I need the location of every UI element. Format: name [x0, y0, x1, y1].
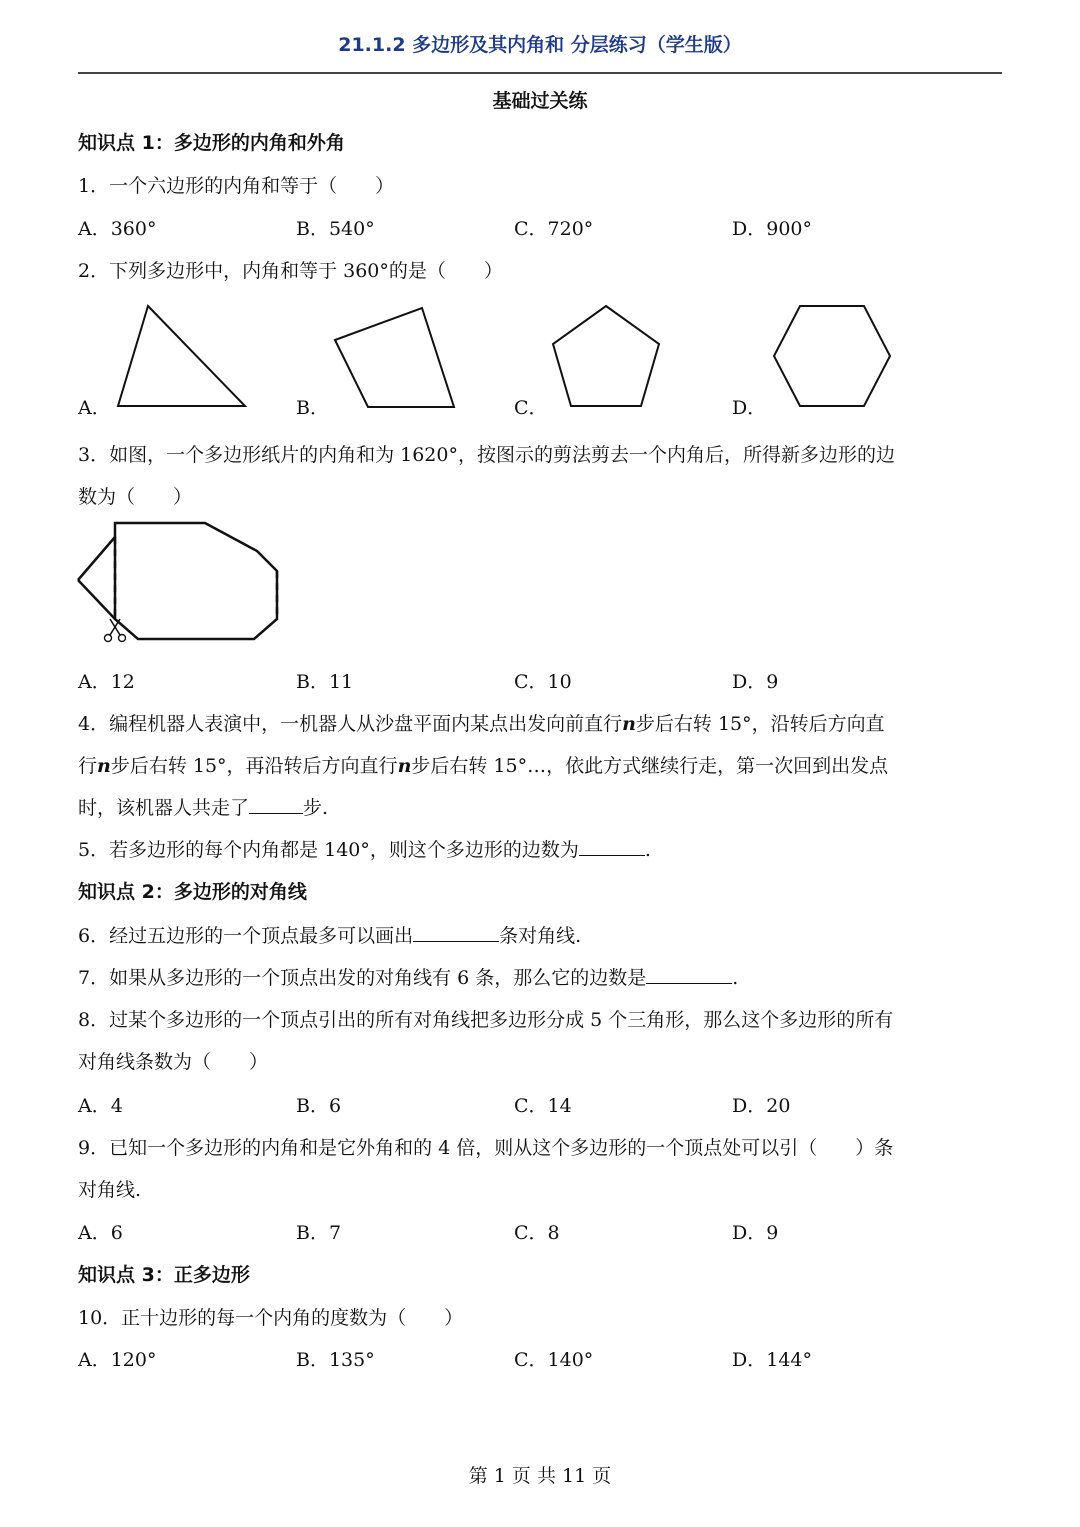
question-10-option-b[interactable]: B．135° [296, 1349, 375, 1371]
question-8-option-c[interactable]: C．14 [514, 1095, 572, 1117]
hexagon-figure [765, 300, 900, 415]
question-1-option-a[interactable]: A．360° [78, 218, 157, 240]
question-10-option-a[interactable]: A．120° [78, 1349, 157, 1371]
question-7: 7．如果从多边形的一个顶点出发的对角线有 6 条，那么它的边数是 . [78, 967, 739, 989]
knowledge-point-1-heading: 知识点 1：多边形的内角和外角 [78, 132, 345, 154]
question-8-stem-line-1: 8．过某个多边形的一个顶点引出的所有对角线把多边形分成 5 个三角形，那么这个多边形的所有 [78, 1009, 894, 1031]
answer-blank-q6[interactable] [413, 923, 499, 942]
question-1-option-d[interactable]: D．900° [732, 218, 812, 240]
page-footer: 第 1 页 共 11 页 [468, 1465, 612, 1487]
scissors-icon [105, 619, 126, 642]
question-2-option-d[interactable]: D． [732, 397, 767, 419]
question-9-option-b[interactable]: B．7 [296, 1222, 342, 1244]
header-divider [78, 72, 1002, 74]
question-3-option-c[interactable]: C．10 [514, 671, 572, 693]
question-1-option-c[interactable]: C．720° [514, 218, 594, 240]
question-9-stem-line-2: 对角线. [78, 1179, 142, 1201]
question-2-option-b[interactable]: B． [296, 397, 329, 419]
knowledge-point-3-heading: 知识点 3：正多边形 [78, 1264, 250, 1286]
question-4-line-3: 时，该机器人共走了 步. [78, 797, 329, 819]
knowledge-point-2-heading: 知识点 2：多边形的对角线 [78, 881, 307, 903]
question-2-option-c[interactable]: C． [514, 397, 548, 419]
pentagon-figure [545, 300, 670, 415]
answer-blank-q7[interactable] [646, 965, 732, 984]
variable-n: n [97, 755, 111, 777]
question-8-option-d[interactable]: D．20 [732, 1095, 791, 1117]
variable-n: n [622, 713, 636, 735]
variable-n: n [397, 755, 412, 777]
section-heading: 基础过关练 [492, 90, 588, 112]
question-9-option-d[interactable]: D．9 [732, 1222, 779, 1244]
question-2-stem: 2．下列多边形中，内角和等于 360°的是（ ） [78, 260, 503, 282]
question-5: 5．若多边形的每个内角都是 140°，则这个多边形的边数为 . [78, 839, 651, 861]
question-10-stem: 10．正十边形的每一个内角的度数为（ ） [78, 1307, 464, 1329]
question-9-option-a[interactable]: A．6 [78, 1222, 123, 1244]
question-8-stem-line-2: 对角线条数为（ ） [78, 1051, 269, 1073]
question-8-option-b[interactable]: B．6 [296, 1095, 342, 1117]
triangle-figure [110, 300, 255, 415]
question-9-stem-line-1: 9．已知一个多边形的内角和是它外角和的 4 倍，则从这个多边形的一个顶点处可以引（ ）条 [78, 1137, 894, 1159]
question-4-line-2: 行n步后右转 15°，再沿转后方向直行n步后右转 15°…，依此方式继续行走，第一次回到出发点 [78, 755, 889, 777]
question-4-line-1: 4．编程机器人表演中，一机器人从沙盘平面内某点出发向前直行n步后右转 15°，沿转后方向直 [78, 713, 885, 735]
cut-polygon-figure [72, 515, 287, 650]
question-1-option-b[interactable]: B．540° [296, 218, 375, 240]
question-3-option-d[interactable]: D．9 [732, 671, 779, 693]
question-3-stem-line-1: 3．如图，一个多边形纸片的内角和为 1620°，按图示的剪法剪去一个内角后，所得新多边形的边 [78, 444, 895, 466]
answer-blank-q4[interactable] [249, 795, 303, 814]
question-3-option-a[interactable]: A．12 [78, 671, 135, 693]
question-9-option-c[interactable]: C．8 [514, 1222, 560, 1244]
question-8-option-a[interactable]: A．4 [78, 1095, 123, 1117]
question-10-option-c[interactable]: C．140° [514, 1349, 594, 1371]
quadrilateral-figure [325, 300, 465, 415]
question-3-stem-line-2: 数为（ ） [78, 486, 193, 508]
answer-blank-q5[interactable] [579, 837, 645, 856]
question-1-stem: 1．一个六边形的内角和等于（ ） [78, 175, 395, 197]
question-10-option-d[interactable]: D．144° [732, 1349, 812, 1371]
question-3-option-b[interactable]: B．11 [296, 671, 354, 693]
question-2-option-a[interactable]: A． [78, 397, 111, 419]
document-title: 21.1.2 多边形及其内角和 分层练习（学生版） [338, 34, 742, 56]
question-6: 6．经过五边形的一个顶点最多可以画出 条对角线. [78, 925, 582, 947]
